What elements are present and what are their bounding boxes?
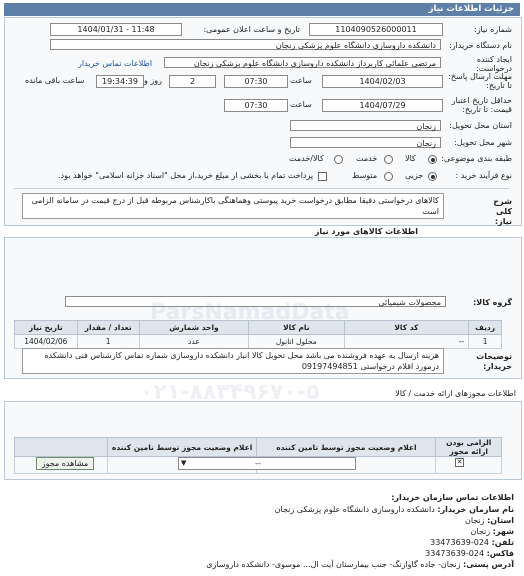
- price-validity-label: [448, 96, 512, 114]
- contact-city-value: زنجان: [470, 527, 491, 536]
- buyer-org-label: نام دستگاه خریدار:: [449, 41, 512, 50]
- contact-phone-value: 024-33473639: [430, 538, 490, 547]
- buyer-org-value: دانشکده داروسازی دانشگاه علوم پزشکی زنجان: [275, 41, 436, 50]
- cell-goods-code: --: [344, 335, 469, 349]
- requester-label: [452, 55, 512, 73]
- province-label: استان محل تحویل:: [449, 121, 512, 130]
- goods-group-value: محصولات شیمیائی: [378, 298, 441, 307]
- contact-address-label: آدرس پستی:: [463, 560, 514, 569]
- col-goods-code: کد کالا: [344, 321, 469, 335]
- reply-days-field: 2: [169, 75, 216, 88]
- buyer-contact-link[interactable]: اطلاعات تماس خریدار: [78, 59, 153, 68]
- divider: [14, 188, 510, 189]
- buyer-contact-province: [465, 516, 514, 525]
- buyer-contact-org: [275, 505, 514, 514]
- reply-deadline-label: [448, 72, 512, 90]
- col-row: ردیف: [469, 321, 502, 335]
- reply-time-field: 07:30: [224, 75, 288, 88]
- contact-fax-label: فاکس:: [486, 549, 514, 558]
- category-goods-label: کالا: [405, 154, 416, 163]
- province-value: زنجان: [416, 122, 436, 131]
- treasury-payment-note: پرداخت تمام یا بخشی از مبلغ خرید،از محل "اسناد خزانه اسلامی" خواهد بود.: [58, 171, 314, 180]
- buyer-notes-label: [472, 352, 512, 372]
- province-field: [290, 120, 441, 131]
- buyer-contact-address: [206, 560, 514, 569]
- cell-row: 1: [469, 335, 502, 349]
- general-desc-label: [480, 197, 512, 227]
- category-service-label: خدمت: [356, 154, 378, 163]
- permit-status-value: --: [255, 459, 261, 468]
- col-unit: واحد شمارش: [139, 321, 248, 335]
- buyer-contact-phone: [430, 538, 514, 547]
- contact-province-label: استان:: [487, 516, 514, 525]
- chevron-down-icon: ▼: [181, 459, 187, 467]
- cell-unit: عدد: [139, 335, 248, 349]
- city-value: زنجان: [416, 139, 436, 148]
- page-title: جزئیات اطلاعات نیاز: [428, 4, 514, 14]
- category-label: طبقه بندی موضوعی:: [441, 154, 512, 163]
- contact-org-label: نام سازمان خریدار:: [437, 505, 514, 514]
- requester-label-text: ایجاد کننده درخواست:: [476, 55, 512, 73]
- permit-required-checkbox: ✕: [456, 458, 463, 466]
- general-desc-value: کالاهای درخواستی دقیقا مطابق درخواست خرید پیوستی وهماهنگی باکارشناس مربوطه قبل از درج قیمت در سامانه الزامی است: [31, 196, 439, 216]
- goods-info-title: اطلاعات کالاهای مورد نیاز: [314, 227, 418, 236]
- contact-city-label: شهر:: [492, 527, 514, 536]
- buyer-notes-label-text: توضیحات خریدار:: [476, 352, 512, 371]
- category-goods-radio[interactable]: [428, 155, 437, 164]
- col-supplier-status-2: اعلام وضعیت مجوز توسط تامین کننده: [257, 438, 436, 457]
- col-quantity: تعداد / مقدار: [77, 321, 139, 335]
- need-number-label: شماره نیاز:: [474, 25, 512, 34]
- contact-fax-value: 024-33473639: [425, 549, 485, 558]
- col-goods-name: نام کالا: [249, 321, 344, 335]
- permit-status-select[interactable]: [178, 457, 356, 470]
- process-medium-label: متوسط: [352, 171, 378, 180]
- process-minor-label: جزیی: [405, 171, 424, 180]
- contact-province-value: زنجان: [464, 516, 485, 525]
- requester-value: مرتضی علمائی کاربرداز دانشکده داروسازی دانشگاه علوم پزشکی زنجان: [193, 59, 436, 68]
- price-validity-time-field: 07:30: [224, 99, 288, 112]
- category-goods-service-radio[interactable]: [334, 155, 343, 164]
- col-supplier-status: اعلام وضعیت مجوز توسط نامین کننده: [107, 438, 256, 457]
- category-service-radio[interactable]: [384, 155, 393, 164]
- permits-title: اطلاعات مجوزهای ارائه خدمت / کالا: [395, 389, 516, 398]
- contact-phone-label: تلفن:: [491, 538, 514, 547]
- general-desc-field: [22, 193, 444, 219]
- goods-table-header: [15, 321, 502, 335]
- cell-need-date: 1404/02/06: [15, 335, 78, 349]
- col-permit-required: الزامی بودن ارائه مجوز: [436, 438, 502, 457]
- reply-time-label: ساعت: [290, 76, 312, 85]
- price-validity-date-field: 1404/07/29: [322, 99, 443, 112]
- buyer-contact-fax: [425, 549, 514, 558]
- contact-org-value: دانشکده داروسازی دانشگاه علوم پزشکی زنجان: [274, 505, 435, 514]
- announce-label: تاریخ و ساعت اعلان عمومی:: [203, 25, 300, 34]
- permits-table-header: [15, 438, 502, 457]
- cell-quantity: 1: [77, 335, 139, 349]
- goods-table: [14, 320, 502, 349]
- purchase-process-label: نوع فرآیند خرید :: [455, 171, 512, 180]
- general-desc-label-text: شرح کلی نیاز:: [493, 197, 512, 226]
- price-validity-time-label: ساعت: [290, 100, 312, 109]
- buyer-notes-field: [22, 348, 444, 374]
- reply-deadline-label-text: مهلت ارسال پاسخ: تا تاریخ:: [448, 72, 512, 90]
- buyer-contact-city: [471, 527, 514, 536]
- buyer-notes-value: هزینه ارسال به عهده فروشنده می باشد محل تحویل کالا انبار دانشکده داروسازی شماره تماس کارشناس فنی دانشکده درمورد اقلام درخواستی 09197494851: [44, 351, 439, 371]
- cell-permit-required: [436, 457, 502, 474]
- reply-remaining-field: 19:34:39: [96, 75, 144, 88]
- category-goods-service-label: کالا/خدمت: [289, 154, 324, 163]
- reply-days-label: روز و: [144, 76, 162, 85]
- city-label: شهر محل تحویل:: [454, 138, 512, 147]
- need-number-field: 1104090526000011: [309, 23, 443, 36]
- col-permit-view: [15, 438, 108, 457]
- reply-remaining-label: ساعت باقی مانده: [25, 76, 85, 85]
- requester-field: [164, 57, 441, 68]
- watermark-phone: ۰۲۱-۸۸۳۴۹۶۷۰-۵: [140, 380, 320, 405]
- page-title-bar: [4, 3, 520, 16]
- buyer-contact-title: اطلاعات تماس سازمان خریدار:: [391, 493, 514, 502]
- col-need-date: تاریخ نیاز: [15, 321, 78, 335]
- process-minor-radio[interactable]: [428, 172, 437, 181]
- reply-date-field: 1404/02/03: [322, 75, 443, 88]
- price-validity-label-text: حداقل تاریخ اعتبار قیمت: تا تاریخ:: [451, 96, 512, 114]
- city-field: [290, 137, 441, 148]
- process-medium-radio[interactable]: [384, 172, 393, 181]
- goods-group-field: [65, 296, 446, 307]
- view-permit-button[interactable]: مشاهده مجوز: [36, 457, 94, 470]
- cell-goods-name: محلول اتانول: [249, 335, 344, 349]
- buyer-org-field: [50, 39, 441, 50]
- goods-group-label: گروه کالا:: [473, 298, 512, 307]
- announce-field: 1404/01/31 - 11:48: [50, 23, 182, 36]
- treasury-payment-checkbox[interactable]: [318, 172, 327, 181]
- table-row: [15, 335, 502, 349]
- contact-address-value: زنجان- جاده گاوازنگ- جنب بیمارستان آیت ال... موسوی- دانشکده داروسازی: [206, 560, 461, 569]
